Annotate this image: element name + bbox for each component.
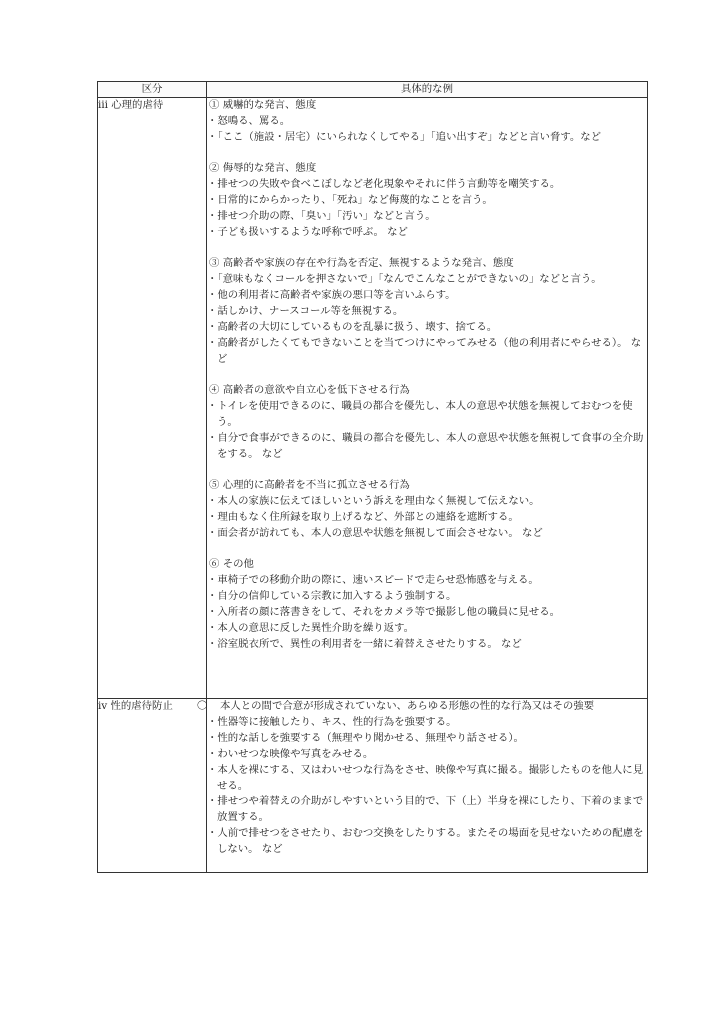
examples-psychological <box>207 98 648 699</box>
list-item: ・本人の意思に反した異性介助を繰り返す。 <box>207 621 414 634</box>
lead-text: 本人との間で合意が形成されていない、あらゆる形態の性的な行為又はその強要 <box>220 700 595 713</box>
header-examples: 具体的な例 <box>207 82 648 98</box>
section-heading: ⑤ 心理的に高齢者を不当に孤立させる行為 <box>209 479 410 492</box>
list-item: ・わいせつな映像や写真をみせる。 <box>207 747 374 760</box>
list-item: ・理由もなく住所録を取り上げるなど、外部との連絡を遮断する。 <box>207 510 519 523</box>
list-item: ・排せつ介助の際、「臭い」「汚い」などと言う。 <box>207 209 436 222</box>
list-item: ・高齢者がしたくてもできないことを当てつけにやってみせる（他の利用者にやらせる）。 など <box>207 336 642 365</box>
list-item: ・「意味もなくコールを押さないで」「なんでこんなことができないの」などと言う。 <box>207 273 602 286</box>
section-heading: ① 威嚇的な発言、態度 <box>209 99 317 111</box>
examples-sexual <box>197 699 648 872</box>
section-heading: ⑥ その他 <box>209 558 254 571</box>
list-item: ・トイレを使用できるのに、職員の都合を優先し、本人の意思や状態を無視しておむつを使う。 <box>207 400 633 428</box>
list-item: ・怒鳴る、罵る。 <box>207 114 291 127</box>
table-header-row <box>98 82 648 98</box>
section-other <box>207 557 647 652</box>
list-item: ・本人を裸にする、又はわいせつな行為をさせ、映像や写真に撮る。撮影したものを他人に見せる。 <box>207 763 644 792</box>
table-row-sexual <box>98 699 648 872</box>
section-demotivation <box>207 383 647 462</box>
list-item: ・本人の家族に伝えてほしいという訴えを理由なく無視して伝えない。 <box>207 495 540 508</box>
section-isolation <box>207 478 647 541</box>
list-item: ・性的な話しを強要する（無理やり聞かせる、無理やり話させる）。 <box>207 732 524 745</box>
circle-mark: 〇 <box>197 700 208 713</box>
section-insult <box>207 161 647 240</box>
cell-spacer <box>207 858 647 872</box>
list-item: ・排せつや着替えの介助がしやすいという目的で、下（上）半身を裸にしたり、下着のままで放置する。 <box>207 795 644 824</box>
list-item: ・浴室脱衣所で、異性の利用者を一緒に着替えさせたりする。 など <box>207 637 522 650</box>
section-denial <box>207 256 647 367</box>
list-item: ・人前で排せつをさせたり、おむつ交換をしたりする。またその場面を見せないための配慮をしない。 など <box>207 827 644 855</box>
list-item: ・日常的にからかったり、「死ね」など侮蔑的なことを言う。 <box>207 194 493 207</box>
section-heading: ③ 高齢者や家族の存在や行為を否定、無視するような発言、態度 <box>209 257 514 270</box>
list-item: ・性器等に接触したり、キス、性的行為を強要する。 <box>207 716 457 729</box>
section-heading: ④ 高齢者の意欲や自立心を低下させる行為 <box>209 384 410 397</box>
abuse-examples-table <box>97 81 648 873</box>
list-item: ・話しかけ、ナースコール等を無視する。 <box>207 304 404 317</box>
list-item: ・自分の信仰している宗教に加入するよう強制する。 <box>207 590 457 603</box>
list-item: ・自分で食事ができるのに、職員の都合を優先し、本人の意思や状態を無視して食事の全介助をする。 など <box>207 431 644 460</box>
list-item: ・「ここ（施設・居宅）にいられなくしてやる」「追い出すぞ」などと言い脅す。など <box>207 130 601 143</box>
header-category: 区分 <box>98 82 207 98</box>
lead-item <box>197 699 647 715</box>
list-item: ・車椅子での移動介助の際に、速いスピードで走らせ恐怖感を与える。 <box>207 574 539 587</box>
list-item: ・高齢者の大切にしているものを乱暴に扱う、壊す、捨てる。 <box>207 320 498 333</box>
list-item: ・排せつの失敗や食べこぼしなど老化現象やそれに伴う言動等を嘲笑する。 <box>207 178 561 191</box>
section-intimidation <box>207 98 647 146</box>
list-item: ・子ども扱いするような呼称で呼ぶ。 など <box>207 225 408 238</box>
list-item: ・面会者が訪れても、本人の意思や状態を無視して面会させない。 など <box>207 526 543 539</box>
list-item: ・入所者の顔に落書きをして、それをカメラ等で撮影し他の職員に見せる。 <box>207 606 561 618</box>
section-heading: ② 侮辱的な発言、態度 <box>209 162 317 175</box>
category-sexual: ⅳ 性的虐待防止 <box>98 699 207 872</box>
category-psychological: ⅲ 心理的虐待 <box>98 98 207 699</box>
table-row-psychological <box>98 98 648 699</box>
list-item: ・他の利用者に高齢者や家族の悪口等を言いふらす。 <box>207 289 456 302</box>
cell-spacer <box>207 668 647 698</box>
